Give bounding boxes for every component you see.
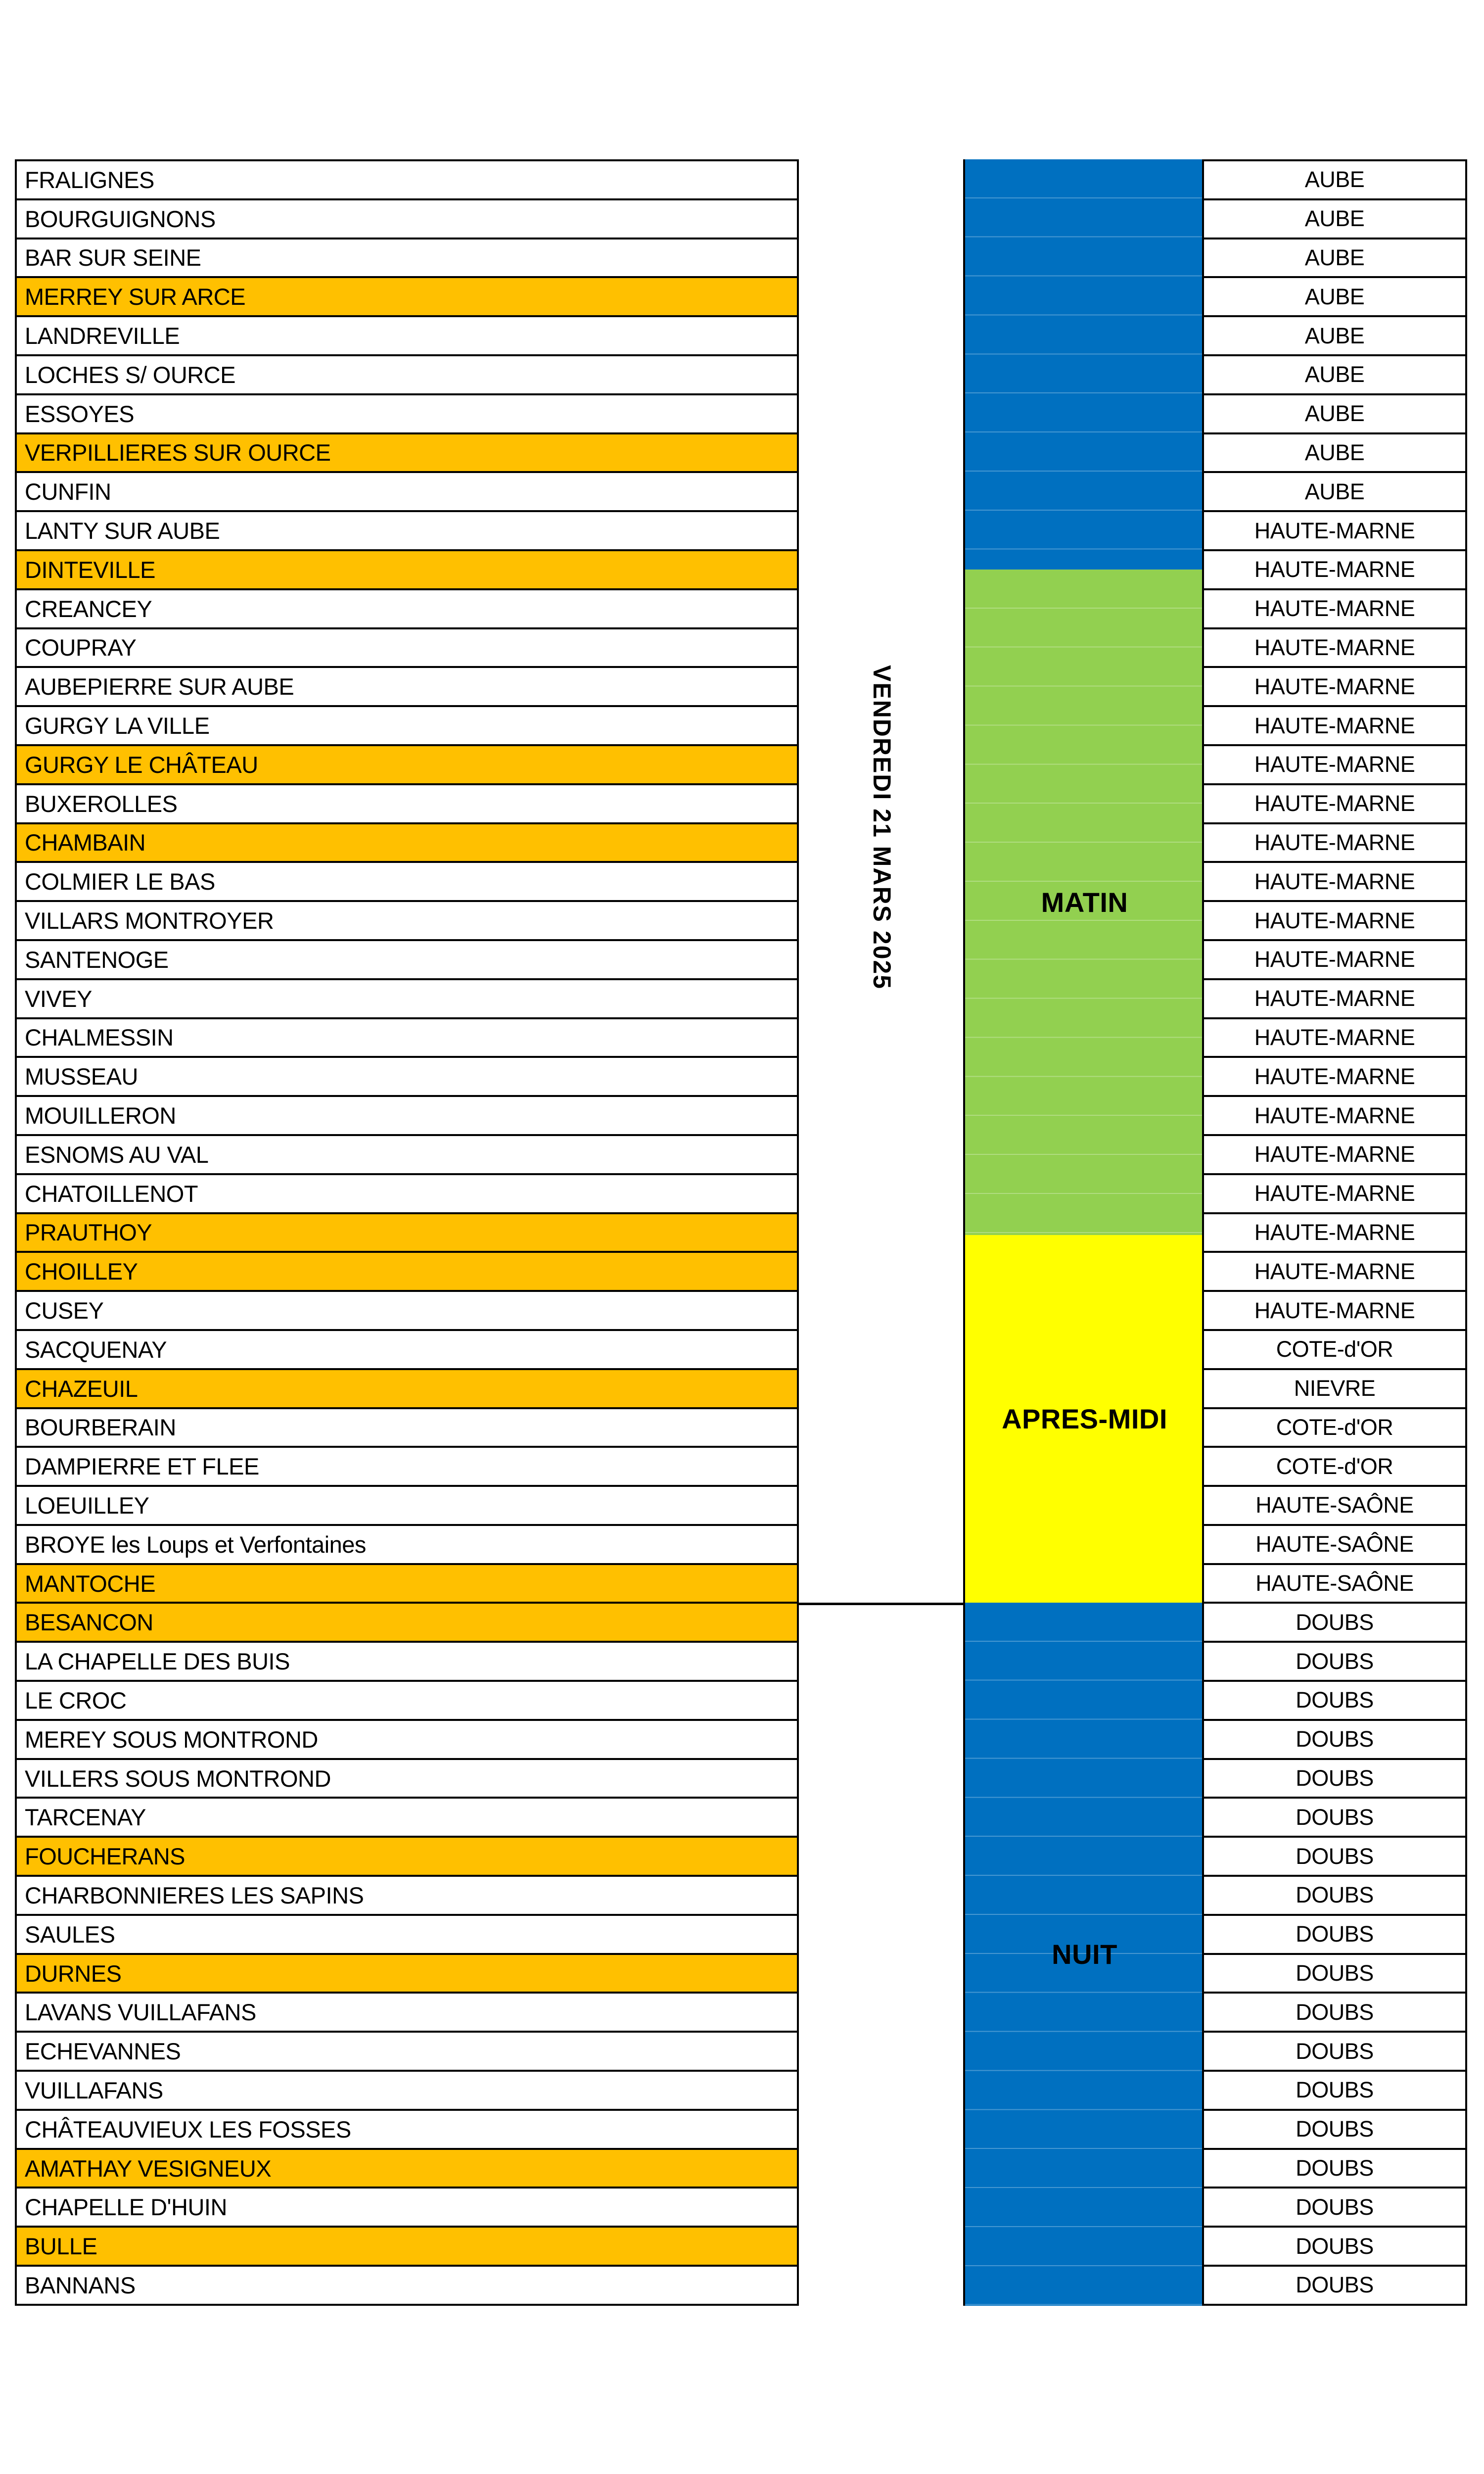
- department-label: DOUBS: [1296, 2233, 1374, 2259]
- department-label: HAUTE-MARNE: [1254, 518, 1415, 543]
- department-cell: [1204, 941, 1465, 980]
- department-cell: [1204, 1253, 1465, 1292]
- department-cell: [1204, 2150, 1465, 2189]
- department-label: DOUBS: [1296, 2077, 1374, 2103]
- department-label: COTE-d'OR: [1276, 1453, 1393, 1479]
- commune-label: CHÂTEAUVIEUX LES FOSSES: [25, 2116, 351, 2142]
- commune-label: VUILLAFANS: [25, 2077, 163, 2103]
- commune-label: DURNES: [25, 1960, 122, 1987]
- department-cell: [1204, 746, 1465, 785]
- commune-label: MOUILLERON: [25, 1102, 176, 1129]
- department-label: AUBE: [1304, 206, 1365, 232]
- commune-cell: [17, 1877, 797, 1916]
- department-cell: [1204, 1448, 1465, 1487]
- department-label: COTE-d'OR: [1276, 1414, 1393, 1440]
- commune-cell: [17, 707, 797, 746]
- department-label: HAUTE-MARNE: [1254, 557, 1415, 582]
- commune-label: ECHEVANNES: [25, 2038, 181, 2065]
- department-cell: [1204, 2189, 1465, 2228]
- date-label: VENDREDI 21 MARS 2025: [868, 665, 896, 990]
- commune-label: AUBEPIERRE SUR AUBE: [25, 673, 294, 700]
- department-cell: [1204, 668, 1465, 707]
- commune-cell: [17, 1097, 797, 1136]
- commune-label: BROYE les Loups et Verfontaines: [25, 1531, 366, 1558]
- commune-cell: [17, 356, 797, 395]
- commune-label: LAVANS VUILLAFANS: [25, 1999, 256, 2026]
- department-label: HAUTE-MARNE: [1254, 947, 1415, 972]
- commune-cell: [17, 1175, 797, 1214]
- commune-label: VIVEY: [25, 985, 92, 1012]
- commune-cell: [17, 785, 797, 824]
- commune-label: CHAZEUIL: [25, 1375, 138, 1402]
- department-cell: [1204, 629, 1465, 668]
- commune-cell: [17, 2150, 797, 2189]
- department-label: HAUTE-MARNE: [1254, 829, 1415, 855]
- commune-label: AMATHAY VESIGNEUX: [25, 2155, 272, 2182]
- commune-cell: [17, 317, 797, 356]
- department-cell: [1204, 2111, 1465, 2150]
- commune-label: CHAMBAIN: [25, 829, 146, 856]
- department-label: HAUTE-MARNE: [1254, 1258, 1415, 1284]
- commune-cell: [17, 1565, 797, 1604]
- commune-cell: [17, 161, 797, 200]
- department-label: HAUTE-MARNE: [1254, 1024, 1415, 1050]
- department-label: DOUBS: [1296, 1843, 1374, 1869]
- department-label: HAUTE-SAÔNE: [1255, 1492, 1414, 1518]
- commune-cell: [17, 200, 797, 239]
- department-cell: [1204, 395, 1465, 434]
- commune-label: FOUCHERANS: [25, 1843, 186, 1870]
- commune-label: CUSEY: [25, 1297, 104, 1324]
- commune-label: SANTENOGE: [25, 946, 169, 973]
- commune-cell: [17, 1526, 797, 1565]
- department-cell: [1204, 1604, 1465, 1643]
- department-cell: [1204, 1682, 1465, 1721]
- commune-label: BESANCON: [25, 1609, 153, 1636]
- commune-label: VILLARS MONTROYER: [25, 907, 274, 934]
- commune-cell: [17, 980, 797, 1019]
- commune-label: ESSOYES: [25, 400, 135, 427]
- commune-label: COLMIER LE BAS: [25, 868, 215, 895]
- commune-cell: [17, 395, 797, 434]
- commune-label: MANTOCHE: [25, 1570, 156, 1597]
- department-cell: [1204, 1292, 1465, 1331]
- commune-cell: [17, 1058, 797, 1097]
- commune-label: BULLE: [25, 2233, 97, 2260]
- commune-cell: [17, 629, 797, 668]
- commune-cell: [17, 590, 797, 629]
- department-cell: [1204, 2072, 1465, 2111]
- commune-label: GURGY LA VILLE: [25, 713, 210, 739]
- department-label: DOUBS: [1296, 1804, 1374, 1830]
- commune-cell: [17, 473, 797, 512]
- department-cell: [1204, 1916, 1465, 1955]
- department-label: HAUTE-MARNE: [1254, 868, 1415, 894]
- department-label: DOUBS: [1296, 2116, 1374, 2142]
- commune-cell: [17, 1214, 797, 1253]
- department-cell: [1204, 824, 1465, 863]
- department-cell: [1204, 1838, 1465, 1877]
- commune-cell: [17, 1643, 797, 1682]
- commune-label: LOCHES S/ OURCE: [25, 361, 236, 388]
- commune-cell: [17, 863, 797, 902]
- period-column: [963, 159, 1204, 2306]
- department-cell: [1204, 434, 1465, 474]
- commune-cell: [17, 239, 797, 279]
- department-label: DOUBS: [1296, 1765, 1374, 1791]
- commune-cell: [17, 1799, 797, 1838]
- department-label: HAUTE-MARNE: [1254, 1063, 1415, 1089]
- commune-label: MUSSEAU: [25, 1063, 138, 1090]
- department-label: NIEVRE: [1294, 1376, 1376, 1401]
- department-cell: [1204, 1760, 1465, 1799]
- date-column: [801, 159, 963, 1605]
- commune-cell: [17, 1370, 797, 1409]
- commune-cell: [17, 1760, 797, 1799]
- commune-cell: [17, 1682, 797, 1721]
- period-block-early: [965, 159, 1204, 570]
- department-label: HAUTE-MARNE: [1254, 634, 1415, 660]
- department-cell: [1204, 1643, 1465, 1682]
- department-cell: [1204, 1370, 1465, 1409]
- department-cell: [1204, 1136, 1465, 1175]
- commune-cell: [17, 941, 797, 980]
- department-cell: [1204, 1058, 1465, 1097]
- commune-cell: [17, 1331, 797, 1370]
- commune-cell: [17, 1448, 797, 1487]
- commune-cell: [17, 1994, 797, 2033]
- commune-cell: [17, 1604, 797, 1643]
- commune-cell: [17, 1409, 797, 1448]
- department-cell: [1204, 902, 1465, 941]
- department-cell: [1204, 2033, 1465, 2072]
- department-label: AUBE: [1304, 401, 1365, 427]
- commune-label: BUXEROLLES: [25, 790, 178, 817]
- department-cell: [1204, 356, 1465, 395]
- commune-label: FRALIGNES: [25, 166, 154, 193]
- commune-cell: [17, 2189, 797, 2228]
- department-cell: [1204, 473, 1465, 512]
- department-cell: [1204, 161, 1465, 200]
- department-cell: [1204, 707, 1465, 746]
- date-cell-separator-line: [797, 1603, 965, 1605]
- department-label: DOUBS: [1296, 1882, 1374, 1908]
- department-label: DOUBS: [1296, 1687, 1374, 1713]
- commune-label: MERREY SUR ARCE: [25, 284, 246, 310]
- commune-cell: [17, 1253, 797, 1292]
- commune-cell: [17, 1721, 797, 1760]
- commune-cell: [17, 1136, 797, 1175]
- department-label: HAUTE-MARNE: [1254, 752, 1415, 777]
- department-cell: [1204, 317, 1465, 356]
- commune-label: LE CROC: [25, 1687, 127, 1713]
- commune-label: SACQUENAY: [25, 1336, 167, 1363]
- department-cell: [1204, 2267, 1465, 2304]
- department-cell: [1204, 1331, 1465, 1370]
- commune-cell: [17, 1838, 797, 1877]
- department-cell: [1204, 1487, 1465, 1526]
- department-label: DOUBS: [1296, 1999, 1374, 2025]
- department-cell: [1204, 1097, 1465, 1136]
- department-label: DOUBS: [1296, 2194, 1374, 2220]
- department-label: AUBE: [1304, 439, 1365, 465]
- commune-cell: [17, 278, 797, 317]
- commune-label: GURGY LE CHÂTEAU: [25, 751, 258, 778]
- commune-label: LA CHAPELLE DES BUIS: [25, 1648, 290, 1675]
- commune-label: CUNFIN: [25, 478, 111, 505]
- commune-cell: [17, 668, 797, 707]
- department-label: HAUTE-MARNE: [1254, 1102, 1415, 1128]
- department-label: DOUBS: [1296, 1609, 1374, 1635]
- department-cell: [1204, 1877, 1465, 1916]
- commune-cell: [17, 1292, 797, 1331]
- department-cell: [1204, 512, 1465, 551]
- department-cell: [1204, 1799, 1465, 1838]
- period-label: MATIN: [1041, 886, 1128, 918]
- commune-cell: [17, 2033, 797, 2072]
- department-cell: [1204, 1214, 1465, 1253]
- department-label: HAUTE-MARNE: [1254, 596, 1415, 621]
- commune-label: VERPILLIERES SUR OURCE: [25, 439, 331, 466]
- department-label: HAUTE-MARNE: [1254, 986, 1415, 1011]
- department-cell: [1204, 785, 1465, 824]
- commune-label: LANTY SUR AUBE: [25, 518, 220, 544]
- commune-label: CREANCEY: [25, 595, 152, 622]
- department-cell: [1204, 551, 1465, 590]
- department-cell: [1204, 1526, 1465, 1565]
- department-label: DOUBS: [1296, 1960, 1374, 1986]
- commune-cell: [17, 1916, 797, 1955]
- department-cell: [1204, 1019, 1465, 1058]
- department-label: AUBE: [1304, 167, 1365, 192]
- department-label: HAUTE-MARNE: [1254, 907, 1415, 933]
- commune-label: CHATOILLENOT: [25, 1180, 198, 1207]
- department-cell: [1204, 1955, 1465, 1994]
- commune-label: BANNANS: [25, 2272, 136, 2298]
- department-label: HAUTE-MARNE: [1254, 1142, 1415, 1167]
- commune-cell: [17, 902, 797, 941]
- commune-label: SAULES: [25, 1921, 115, 1948]
- department-cell: [1204, 1721, 1465, 1760]
- commune-column: [15, 159, 799, 2306]
- department-label: HAUTE-MARNE: [1254, 673, 1415, 699]
- commune-label: CHAPELLE D'HUIN: [25, 2194, 227, 2221]
- commune-cell: [17, 2111, 797, 2150]
- commune-cell: [17, 2072, 797, 2111]
- department-label: HAUTE-MARNE: [1254, 1219, 1415, 1245]
- commune-label: PRAUTHOY: [25, 1219, 152, 1246]
- commune-label: TARCENAY: [25, 1804, 146, 1831]
- department-label: AUBE: [1304, 323, 1365, 348]
- commune-label: ESNOMS AU VAL: [25, 1141, 209, 1168]
- commune-cell: [17, 1019, 797, 1058]
- commune-cell: [17, 1955, 797, 1994]
- commune-label: VILLERS SOUS MONTROND: [25, 1765, 331, 1792]
- commune-cell: [17, 512, 797, 551]
- commune-label: LOEUILLEY: [25, 1492, 149, 1519]
- department-label: DOUBS: [1296, 1648, 1374, 1674]
- commune-cell: [17, 2228, 797, 2267]
- department-label: HAUTE-MARNE: [1254, 1297, 1415, 1323]
- department-label: HAUTE-SAÔNE: [1255, 1531, 1414, 1557]
- department-column: [1202, 159, 1467, 2306]
- department-label: DOUBS: [1296, 1726, 1374, 1752]
- commune-label: DAMPIERRE ET FLEE: [25, 1453, 259, 1480]
- department-cell: [1204, 590, 1465, 629]
- commune-cell: [17, 551, 797, 590]
- department-label: HAUTE-SAÔNE: [1255, 1570, 1414, 1596]
- commune-cell: [17, 2267, 797, 2304]
- period-block-matin: [965, 570, 1204, 1236]
- department-label: AUBE: [1304, 244, 1365, 270]
- commune-label: DINTEVILLE: [25, 556, 156, 583]
- commune-cell: [17, 434, 797, 474]
- commune-label: CHOILLEY: [25, 1258, 138, 1285]
- department-cell: [1204, 200, 1465, 239]
- department-cell: [1204, 239, 1465, 279]
- department-label: AUBE: [1304, 284, 1365, 309]
- commune-cell: [17, 1487, 797, 1526]
- department-label: DOUBS: [1296, 2272, 1374, 2298]
- commune-label: BAR SUR SEINE: [25, 244, 201, 271]
- period-label: NUIT: [1052, 1939, 1117, 1970]
- commune-label: CHARBONNIERES LES SAPINS: [25, 1882, 364, 1908]
- department-label: HAUTE-MARNE: [1254, 791, 1415, 816]
- department-cell: [1204, 863, 1465, 902]
- department-cell: [1204, 2228, 1465, 2267]
- department-label: DOUBS: [1296, 2155, 1374, 2181]
- commune-cell: [17, 746, 797, 785]
- commune-label: MEREY SOUS MONTROND: [25, 1726, 318, 1753]
- department-label: AUBE: [1304, 478, 1365, 504]
- department-cell: [1204, 1565, 1465, 1604]
- department-cell: [1204, 1994, 1465, 2033]
- department-cell: [1204, 1409, 1465, 1448]
- department-label: HAUTE-MARNE: [1254, 1181, 1415, 1206]
- period-label: APRES-MIDI: [1002, 1403, 1167, 1435]
- period-block-nuit: [965, 1603, 1204, 2306]
- period-block-apres-midi: [965, 1235, 1204, 1603]
- commune-cell: [17, 824, 797, 863]
- commune-label: COUPRAY: [25, 634, 137, 661]
- department-label: HAUTE-MARNE: [1254, 713, 1415, 738]
- commune-label: CHALMESSIN: [25, 1024, 174, 1051]
- department-cell: [1204, 980, 1465, 1019]
- commune-label: BOURBERAIN: [25, 1414, 176, 1441]
- department-label: AUBE: [1304, 362, 1365, 387]
- commune-label: LANDREVILLE: [25, 323, 180, 349]
- department-label: DOUBS: [1296, 1921, 1374, 1947]
- department-cell: [1204, 1175, 1465, 1214]
- department-cell: [1204, 278, 1465, 317]
- commune-label: BOURGUIGNONS: [25, 205, 216, 232]
- department-label: COTE-d'OR: [1276, 1336, 1393, 1362]
- department-label: DOUBS: [1296, 2038, 1374, 2064]
